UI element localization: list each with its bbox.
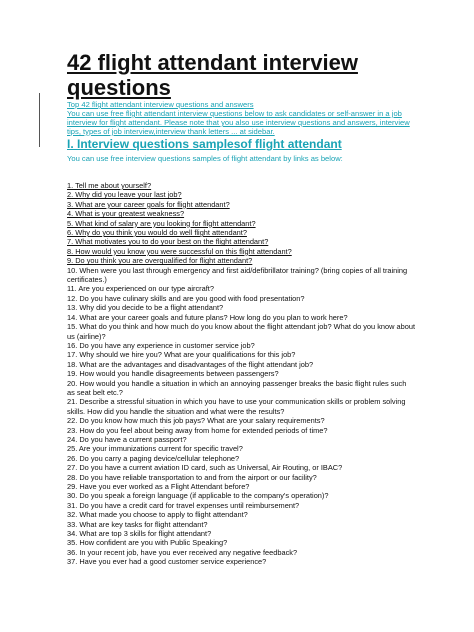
question-item: 31. Do you have a credit card for travel expenses until reimbursement? [67,500,300,510]
question-item: 23. How do you feel about being away from home for extended periods of time? [67,425,328,435]
question-item[interactable]: 7. What motivates you to do your best on the flight attendant? [67,237,269,247]
question-item: 13. Why did you decide to be a flight attendant? [67,303,224,313]
question-item: 37. Have you ever had a good customer service experience? [67,557,267,567]
question-item: 34. What are top 3 skills for flight attendant? [67,529,212,539]
question-item[interactable]: 3. What are your career goals for flight attendant? [67,199,230,209]
question-item: 21. Describe a stressful situation in which you have to use your communication skills or problem solving skills. How did you handle the situation and what were the results? [67,397,406,416]
question-item: 15. What do you think and how much do you know about the flight attendant job? What do you know about us (airline)? [67,322,415,341]
question-item[interactable]: 9. Do you think you are overqualified for flight attendant? [67,256,253,266]
question-item: 32. What made you choose to apply to flight attendant? [67,510,248,520]
question-item[interactable]: 4. What is your greatest weakness? [67,209,185,219]
question-item: 16. Do you have any experience in customer service job? [67,340,255,350]
question-item: 27. Do you have a current aviation ID card, such as Universal, Air Routing, or IBAC? [67,463,343,473]
section-heading: I. Interview questions samplesof flight attendant [67,137,342,151]
question-item: 20. How would you handle a situation in which an annoying passenger breaks the basic flight rules such as seat belt etc.? [67,378,407,397]
question-item: 11. Are you experienced on our type aircraft? [67,284,214,294]
question-item: 10. When were you last through emergency and first aid/defibrillator training? (bring copies of all training certificates.) [67,265,408,285]
question-item: 35. How confident are you with Public Speaking? [67,538,228,548]
intro-paragraph[interactable]: You can use free flight attendant interview questions below to ask candidates or self-answer in a job interview for flight attendant. Please note that you also use interview questions and answers, interview tips, types of job interview,interview thank letters ... at sidebar. [67,109,410,136]
margin-rule [39,93,40,147]
question-item: 36. In your recent job, have you ever received any negative feedback? [67,547,298,557]
question-list [67,181,415,567]
question-item[interactable]: 2. Why did you leave your last job? [67,190,182,200]
question-item[interactable]: 8. How would you know you were successful on this flight attendant? [67,246,292,256]
page-title: 42 flight attendant interview questions [67,50,358,100]
question-item: 14. What are your career goals and future plans? How long do you plan to work here? [67,312,348,322]
question-item[interactable]: 5. What kind of salary are you looking for flight attendant? [67,218,256,228]
question-item: 24. Do you have a current passport? [67,434,187,444]
question-item: 25. Are your immunizations current for specific travel? [67,444,243,454]
question-item: 18. What are the advantages and disadvantages of the flight attendant job? [67,359,314,369]
document-body [67,100,415,567]
question-item: 12. Do you have culinary skills and are you good with food presentation? [67,293,305,303]
question-item: 19. How would you handle disagreements between passengers? [67,369,279,379]
question-item: 26. Do you carry a paging device/cellular telephone? [67,453,240,463]
question-item: 28. Do you have reliable transportation to and from the airport or our facility? [67,472,317,482]
question-item: 22. Do you know how much this job pays? What are your salary requirements? [67,416,325,426]
question-item: 17. Why should we hire you? What are your qualifications for this job? [67,350,296,360]
question-item[interactable]: 6. Why do you think you would do well flight attendant? [67,228,247,238]
question-item: 29. Have you ever worked as a Flight Attendant before? [67,482,250,491]
section-subtitle: You can use free interview questions samples of flight attendant by links as below: [67,154,343,163]
question-item: 30. Do you speak a foreign language (if applicable to the company's operation)? [67,491,329,501]
question-item: 33. What are key tasks for flight attendant? [67,519,208,529]
question-item[interactable]: 1. Tell me about yourself? [67,181,152,190]
intro-link[interactable]: Top 42 flight attendant interview questions and answers [67,100,254,109]
